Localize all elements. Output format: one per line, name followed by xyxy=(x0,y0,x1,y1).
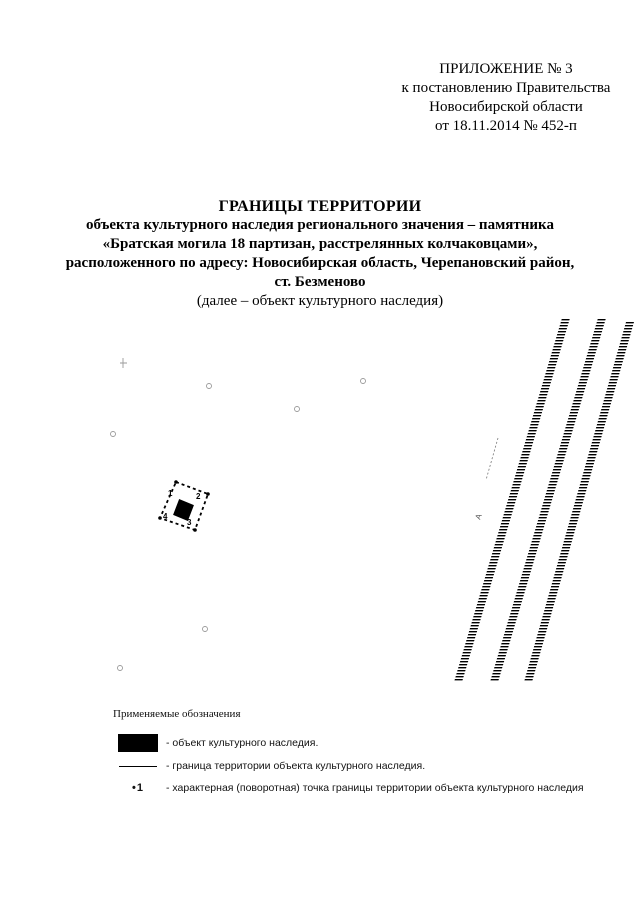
title-line-2: «Братская могила 18 партизан, расстрелянных колчаковцами», xyxy=(102,236,538,252)
boundary-point xyxy=(193,528,197,532)
title-note: (далее – объект культурного наследия) xyxy=(196,293,444,309)
point-label-4: 4 xyxy=(163,512,168,521)
railway-label: А xyxy=(473,512,484,521)
legend-text-point: - характерная (поворотная) точка границы территории объекта культурного наследия xyxy=(166,782,584,794)
legend-title: Применяемые обозначения xyxy=(113,708,241,720)
boundary-point xyxy=(158,516,162,520)
legend-item-point xyxy=(112,778,584,798)
legend-item-object xyxy=(112,733,318,753)
title-line-3: расположенного по адресу: Новосибирская область, Черепановский район, xyxy=(65,255,575,271)
document-title xyxy=(40,197,600,311)
railway-track-3 xyxy=(524,322,634,682)
appendix-date: от 18.11.2014 № 452-п xyxy=(435,118,577,134)
appendix-header xyxy=(380,60,632,136)
point-label-3: 3 xyxy=(187,518,192,527)
survey-mark xyxy=(120,358,127,368)
legend-symbol-point: •1 xyxy=(132,782,144,794)
survey-marks xyxy=(111,358,366,671)
boundary-point xyxy=(206,492,210,496)
legend-symbol-boundary xyxy=(112,766,164,767)
appendix-resolution: к постановлению Правительства xyxy=(401,80,611,96)
site-map xyxy=(0,310,640,700)
title-line-4: ст. Безменово xyxy=(274,274,366,290)
railway-marker-line xyxy=(486,438,498,480)
appendix-number: ПРИЛОЖЕНИЕ № 3 xyxy=(439,61,573,77)
legend-text-boundary: - граница территории объекта культурного наследия. xyxy=(166,760,426,772)
boundary-point xyxy=(174,480,178,484)
railway-tracks xyxy=(454,318,634,682)
survey-mark xyxy=(118,666,123,671)
survey-mark xyxy=(111,432,116,437)
title-line-1: объекта культурного наследия регионального значения – памятника xyxy=(86,217,554,233)
legend-text-object: - объект культурного наследия. xyxy=(166,737,319,749)
point-label-1: 1 xyxy=(168,489,173,498)
survey-mark xyxy=(361,379,366,384)
survey-mark xyxy=(295,407,300,412)
survey-mark xyxy=(203,627,208,632)
point-label-2: 2 xyxy=(196,492,201,501)
legend-item-boundary xyxy=(112,756,425,776)
survey-mark xyxy=(207,384,212,389)
heritage-site xyxy=(158,480,210,532)
legend-symbol-object xyxy=(112,734,164,752)
heritage-object xyxy=(175,501,192,519)
appendix-region: Новосибирской области xyxy=(429,99,583,115)
title-main: ГРАНИЦЫ ТЕРРИТОРИИ xyxy=(218,198,422,215)
